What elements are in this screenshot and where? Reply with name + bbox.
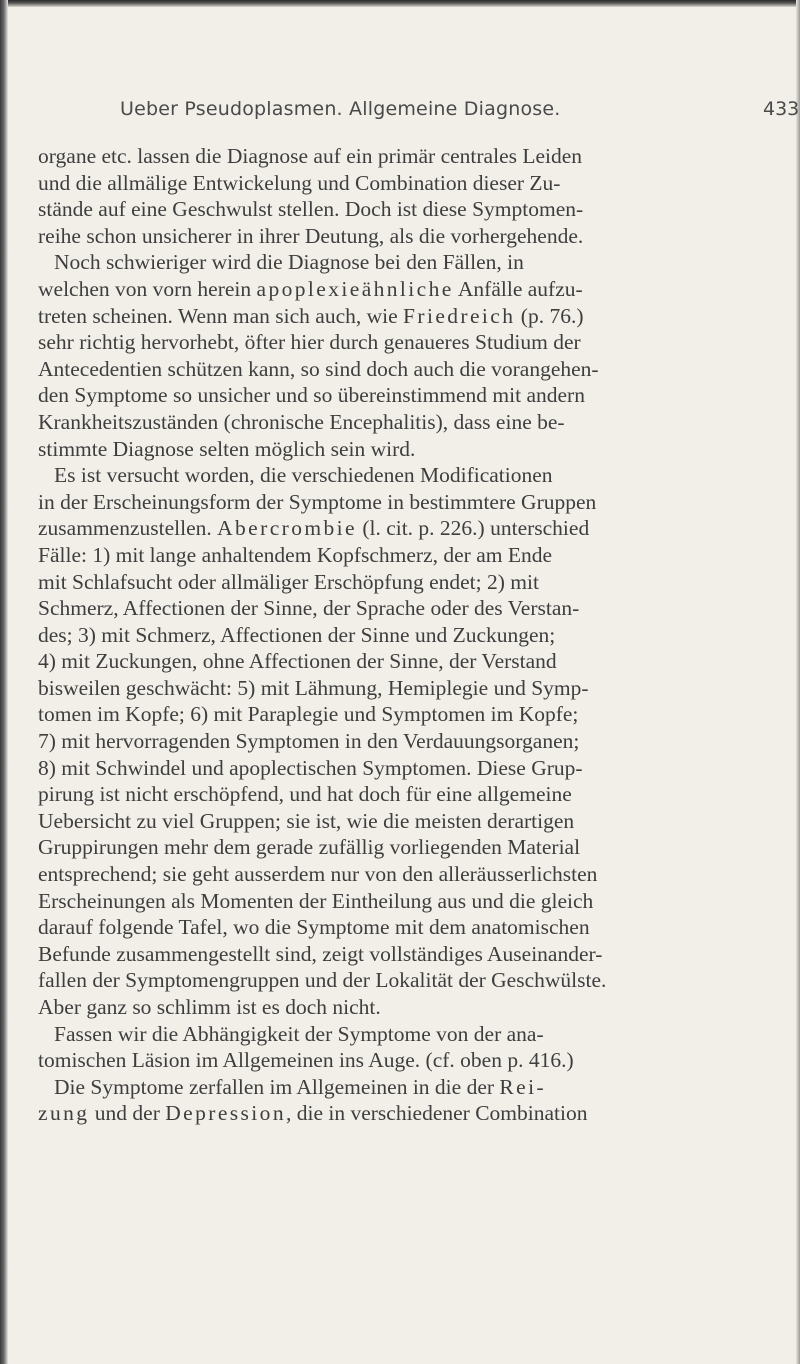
text-segment: (l. cit. p. 226.) unterschied: [356, 516, 590, 541]
text-segment: 7) mit hervorragenden Symptomen in den Verdauungsorganen;: [38, 729, 580, 754]
text-line: [38, 196, 793, 223]
text-segment: Anfälle aufzu-: [453, 276, 583, 301]
text-line: [38, 303, 793, 330]
spaced-emphasis: apoplexieähnliche: [256, 276, 454, 301]
text-line: [38, 941, 793, 968]
text-line: [38, 382, 793, 409]
running-header: [120, 98, 800, 128]
text-line: [38, 462, 793, 489]
text-line: [38, 249, 793, 276]
spaced-emphasis: Friedreich: [403, 303, 516, 328]
page-number: 433: [763, 98, 800, 120]
body-text: [38, 143, 793, 1127]
text-segment: treten scheinen. Wenn man sich auch, wie: [38, 303, 404, 328]
text-line: [38, 409, 793, 436]
text-line: [38, 967, 793, 994]
text-segment: Antecedentien schützen kann, so sind doch auch die vorangehen-: [38, 356, 599, 381]
text-segment: Gruppirungen mehr dem gerade zufällig vorliegenden Material: [38, 835, 581, 860]
text-line: [38, 914, 793, 941]
text-line: [38, 622, 793, 649]
spaced-emphasis: Abercrombie: [217, 516, 357, 541]
text-segment: Fälle: 1) mit lange anhaltendem Kopfschmerz, der am Ende: [38, 542, 553, 567]
spaced-emphasis: Depression: [165, 1101, 286, 1126]
text-segment: Befunde zusammengestellt sind, zeigt vollständiges Auseinander-: [38, 941, 603, 966]
text-line: [38, 781, 793, 808]
text-segment: Noch schwieriger wird die Diagnose bei den Fällen, in: [54, 250, 524, 275]
text-segment: fallen der Symptomengruppen und der Lokalität der Geschwülste.: [38, 968, 607, 993]
text-segment: welchen von vorn herein: [38, 276, 257, 301]
text-line: [38, 1074, 793, 1101]
text-segment: des; 3) mit Schmerz, Affectionen der Sinne und Zuckungen;: [38, 622, 556, 647]
text-segment: reihe schon unsicherer in ihrer Deutung, als die vorhergehende.: [38, 223, 584, 248]
text-segment: Fassen wir die Abhängigkeit der Symptome von der ana-: [54, 1021, 544, 1046]
scan-edge-left: [0, 0, 8, 1364]
text-line: [38, 276, 793, 303]
text-line: [38, 755, 793, 782]
scan-edge-top: [0, 0, 800, 7]
text-segment: sehr richtig hervorhebt, öfter hier durch genaueres Studium der: [38, 330, 581, 355]
text-line: [38, 808, 793, 835]
text-segment: tomischen Läsion im Allgemeinen ins Auge. (cf. oben p. 416.): [38, 1048, 574, 1073]
text-segment: stände auf eine Geschwulst stellen. Doch ist diese Symptomen-: [38, 197, 584, 222]
text-line: [38, 675, 793, 702]
text-segment: Uebersicht zu viel Gruppen; sie ist, wie die meisten derartigen: [38, 808, 575, 833]
running-head-title: Ueber Pseudoplasmen. Allgemeine Diagnose.: [120, 98, 561, 120]
text-segment: , die in verschiedener Combination: [285, 1101, 588, 1126]
text-segment: Krankheitszuständen (chronische Encephalitis), dass eine be-: [38, 409, 565, 434]
text-line: [38, 994, 793, 1021]
text-segment: den Symptome so unsicher und so übereinstimmend mit andern: [38, 383, 585, 408]
text-line: [38, 1100, 793, 1127]
text-line: [38, 595, 793, 622]
text-segment: stimmte Diagnose selten möglich sein wird.: [38, 436, 416, 461]
text-segment: pirung ist nicht erschöpfend, und hat doch für eine allgemeine: [38, 782, 572, 807]
text-segment: organe etc. lassen die Diagnose auf ein primär centrales Leiden: [38, 144, 583, 168]
text-line: [38, 542, 793, 569]
text-segment: Aber ganz so schlimm ist es doch nicht.: [38, 995, 381, 1019]
text-segment: entsprechend; sie geht ausserdem nur von den alleräusserlichsten: [38, 862, 598, 887]
text-line: [38, 515, 793, 542]
text-segment: tomen im Kopfe; 6) mit Paraplegie und Symptomen im Kopfe;: [38, 702, 579, 727]
text-line: [38, 728, 793, 755]
text-line: [38, 834, 793, 861]
text-line: [38, 701, 793, 728]
scan-edge-right: [796, 0, 800, 1364]
text-line: [38, 489, 793, 516]
spaced-emphasis: Rei-: [499, 1074, 547, 1099]
text-segment: Die Symptome zerfallen im Allgemeinen in die der: [54, 1074, 500, 1099]
text-line: [38, 569, 793, 596]
text-line: [38, 1047, 793, 1074]
text-line: [38, 329, 793, 356]
text-line: [38, 861, 793, 888]
text-segment: mit Schlafsucht oder allmäliger Erschöpfung endet; 2) mit: [38, 569, 539, 594]
text-line: [38, 170, 793, 197]
text-line: [38, 356, 793, 383]
text-line: [38, 1021, 793, 1048]
text-segment: Es ist versucht worden, die verschiedenen Modificationen: [54, 463, 553, 488]
text-segment: und der: [89, 1101, 166, 1126]
spaced-emphasis: zung: [38, 1101, 90, 1126]
text-line: [38, 143, 793, 170]
text-line: [38, 888, 793, 915]
text-segment: zusammenzustellen.: [38, 516, 218, 541]
text-segment: darauf folgende Tafel, wo die Symptome mit dem anatomischen: [38, 915, 590, 940]
text-segment: (p. 76.): [515, 303, 584, 328]
text-segment: 8) mit Schwindel und apoplectischen Symptomen. Diese Grup-: [38, 755, 583, 780]
text-segment: und die allmälige Entwickelung und Combination dieser Zu-: [38, 170, 561, 195]
text-segment: Erscheinungen als Momenten der Eintheilung aus und die gleich: [38, 888, 594, 913]
text-segment: Schmerz, Affectionen der Sinne, der Sprache oder des Verstan-: [38, 596, 580, 621]
text-line: [38, 436, 793, 463]
text-segment: bisweilen geschwächt: 5) mit Lähmung, Hemiplegie und Symp-: [38, 675, 589, 700]
text-line: [38, 648, 793, 675]
text-segment: 4) mit Zuckungen, ohne Affectionen der Sinne, der Verstand: [38, 649, 557, 674]
text-segment: in der Erscheinungsform der Symptome in bestimmtere Gruppen: [38, 489, 597, 514]
text-line: [38, 223, 793, 250]
